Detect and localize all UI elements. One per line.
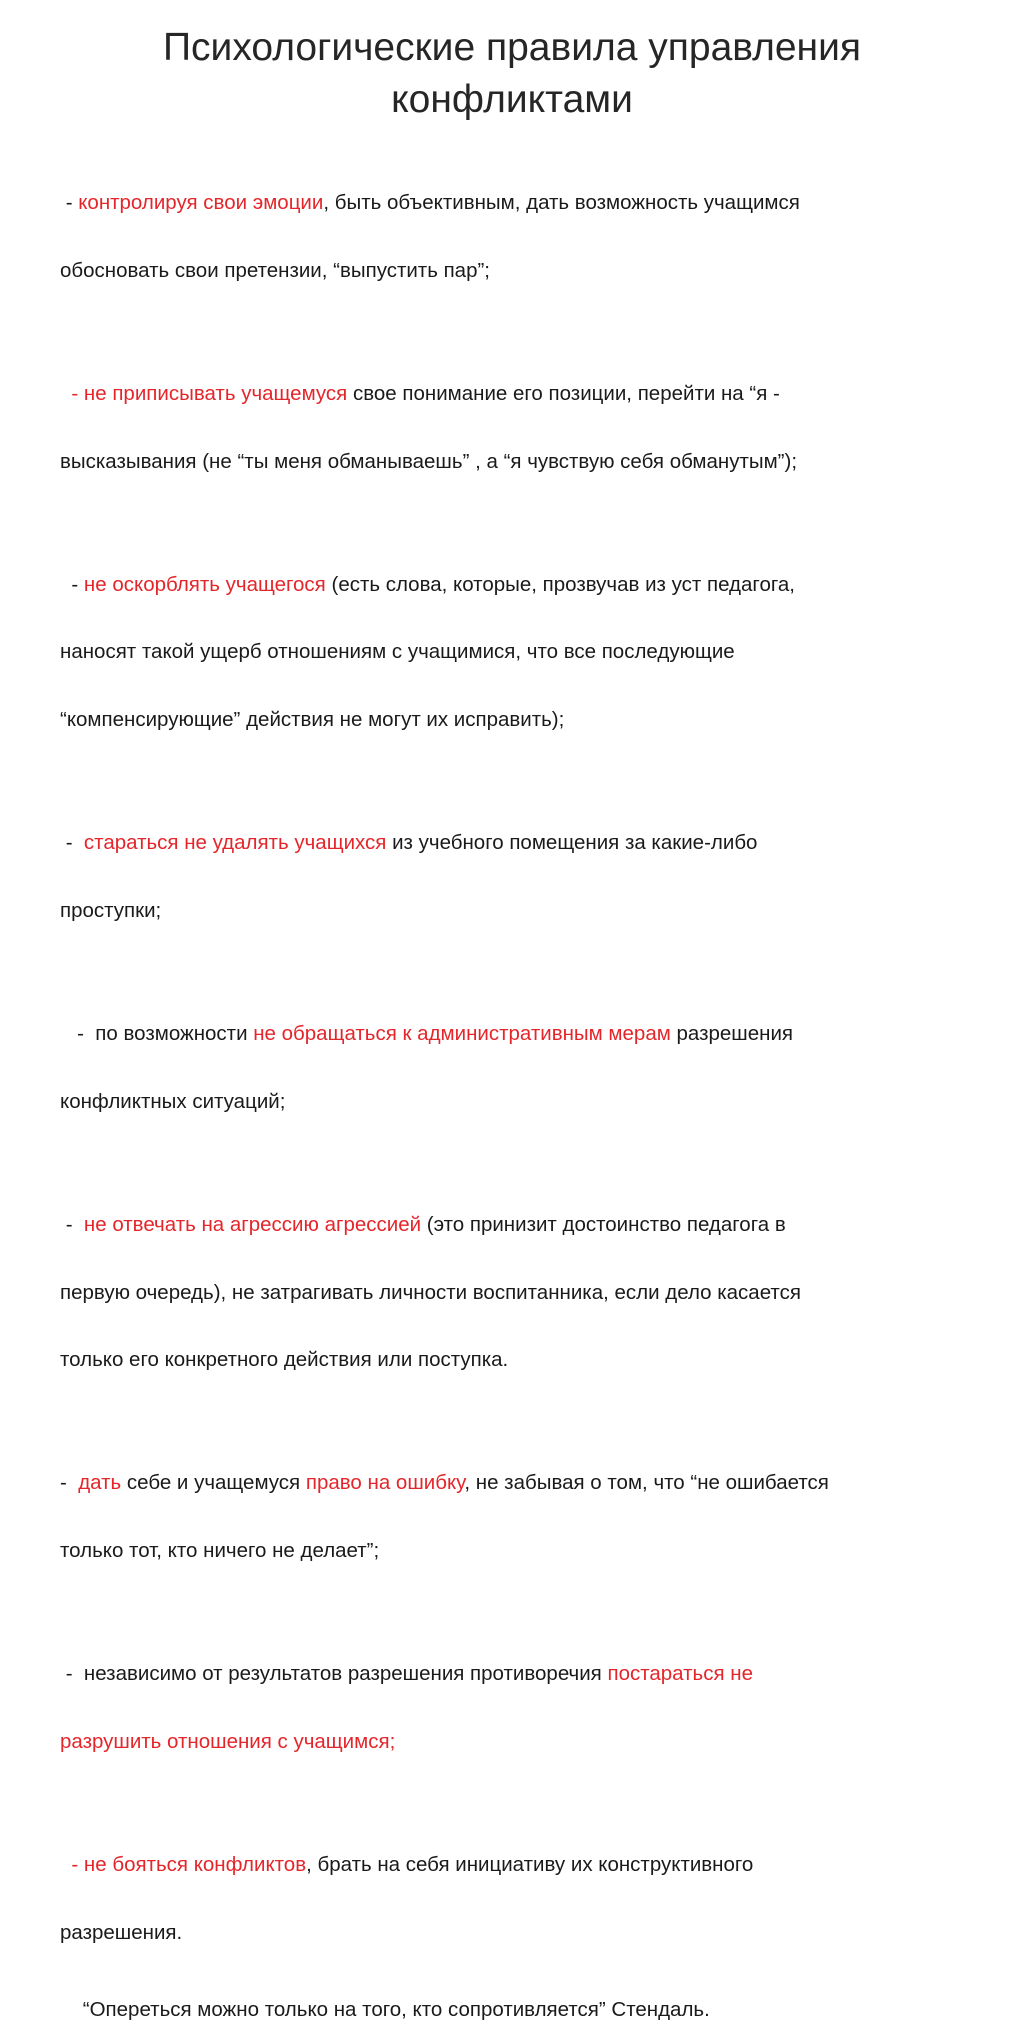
rule-text: из учебного помещения за какие-либо xyxy=(386,831,758,855)
slide-title-line-2: конфликтами xyxy=(391,78,633,121)
rule-highlight: контролируя свои эмоции xyxy=(78,191,324,215)
rule-highlight: - не бояться конфликтов xyxy=(60,1852,307,1876)
rule-highlight: постараться не xyxy=(607,1662,753,1685)
rule-item-4 xyxy=(60,787,980,968)
rule-highlight: не оскорблять учащегося xyxy=(83,572,326,596)
rule-bullet: - xyxy=(60,1212,84,1236)
rule-bullet: - xyxy=(60,191,79,215)
rule-text-line: наносят такой ущерб отношениям с учащимися, что все последующие xyxy=(60,640,735,664)
rule-item-5 xyxy=(60,978,980,1159)
rule-text: - независимо от результатов разрешения противоречия xyxy=(60,1662,608,1685)
rule-highlight: не отвечать на агрессию агрессией xyxy=(83,1212,422,1236)
rules-list xyxy=(60,147,980,2032)
rule-highlight: дать xyxy=(78,1471,122,1495)
rule-item-2 xyxy=(60,338,980,519)
rule-highlight: не обращаться к административным мерам xyxy=(253,1021,671,1045)
rule-text: , не забывая о том, что “не ошибается xyxy=(464,1471,829,1495)
slide-title xyxy=(0,22,1024,126)
rule-text-line: проступки; xyxy=(60,899,162,922)
rule-item-6 xyxy=(60,1169,980,1418)
rule-item-8 xyxy=(60,1618,980,1799)
rule-text: , быть объективным, дать возможность учащимся xyxy=(323,191,800,215)
rule-text: - по возможности xyxy=(60,1021,254,1045)
rule-text-line: разрешения. xyxy=(60,1920,183,1944)
rule-item-3 xyxy=(60,529,980,778)
rule-text: , брать на себя инициативу их конструктивного xyxy=(306,1852,754,1876)
rule-text: разрешения xyxy=(670,1021,794,1045)
slide-title-line-1: Психологические правила управления xyxy=(163,26,861,69)
rule-text: свое понимание его позиции, перейти на “я - xyxy=(347,381,780,405)
rule-item-7 xyxy=(60,1427,980,1608)
rule-bullet: - xyxy=(60,1471,79,1495)
rule-highlight: - не приписывать учащемуся xyxy=(60,381,348,405)
rule-text-line: только его конкретного действия или поступка. xyxy=(60,1348,509,1372)
rule-highlight-line: разрушить отношения с учащимся; xyxy=(60,1729,396,1753)
rule-text-line: высказывания (не “ты меня обманываешь” , а “я чувствую себя обманутым”); xyxy=(60,449,798,473)
rule-text-line: “компенсирующие” действия не могут их исправить); xyxy=(60,708,565,732)
rule-bullet: - xyxy=(60,572,84,596)
rule-highlight: право на ошибку xyxy=(305,1471,465,1495)
rule-text-line: конфликтных ситуаций; xyxy=(60,1089,286,1113)
rule-text-line: обосновать свои претензии, “выпустить пар”; xyxy=(60,258,490,282)
rule-text: (есть слова, которые, прозвучав из уст педагога, xyxy=(325,572,795,596)
rule-highlight: стараться не удалять учащихся xyxy=(83,831,387,855)
rule-item-9 xyxy=(60,1809,980,1990)
closing-quote: “Опереться можно только на того, кто сопротивляется” Стендаль. xyxy=(60,1998,710,2022)
rule-bullet: - xyxy=(60,831,84,855)
rule-text: себе и учащемуся xyxy=(121,1471,306,1495)
rule-text: (это принизит достоинство педагога в xyxy=(421,1212,786,1236)
rule-text-line: только тот, кто ничего не делает”; xyxy=(60,1539,380,1563)
rule-text-line: первую очередь), не затрагивать личности воспитанника, если дело касается xyxy=(60,1280,801,1304)
rule-item-1 xyxy=(60,147,980,328)
